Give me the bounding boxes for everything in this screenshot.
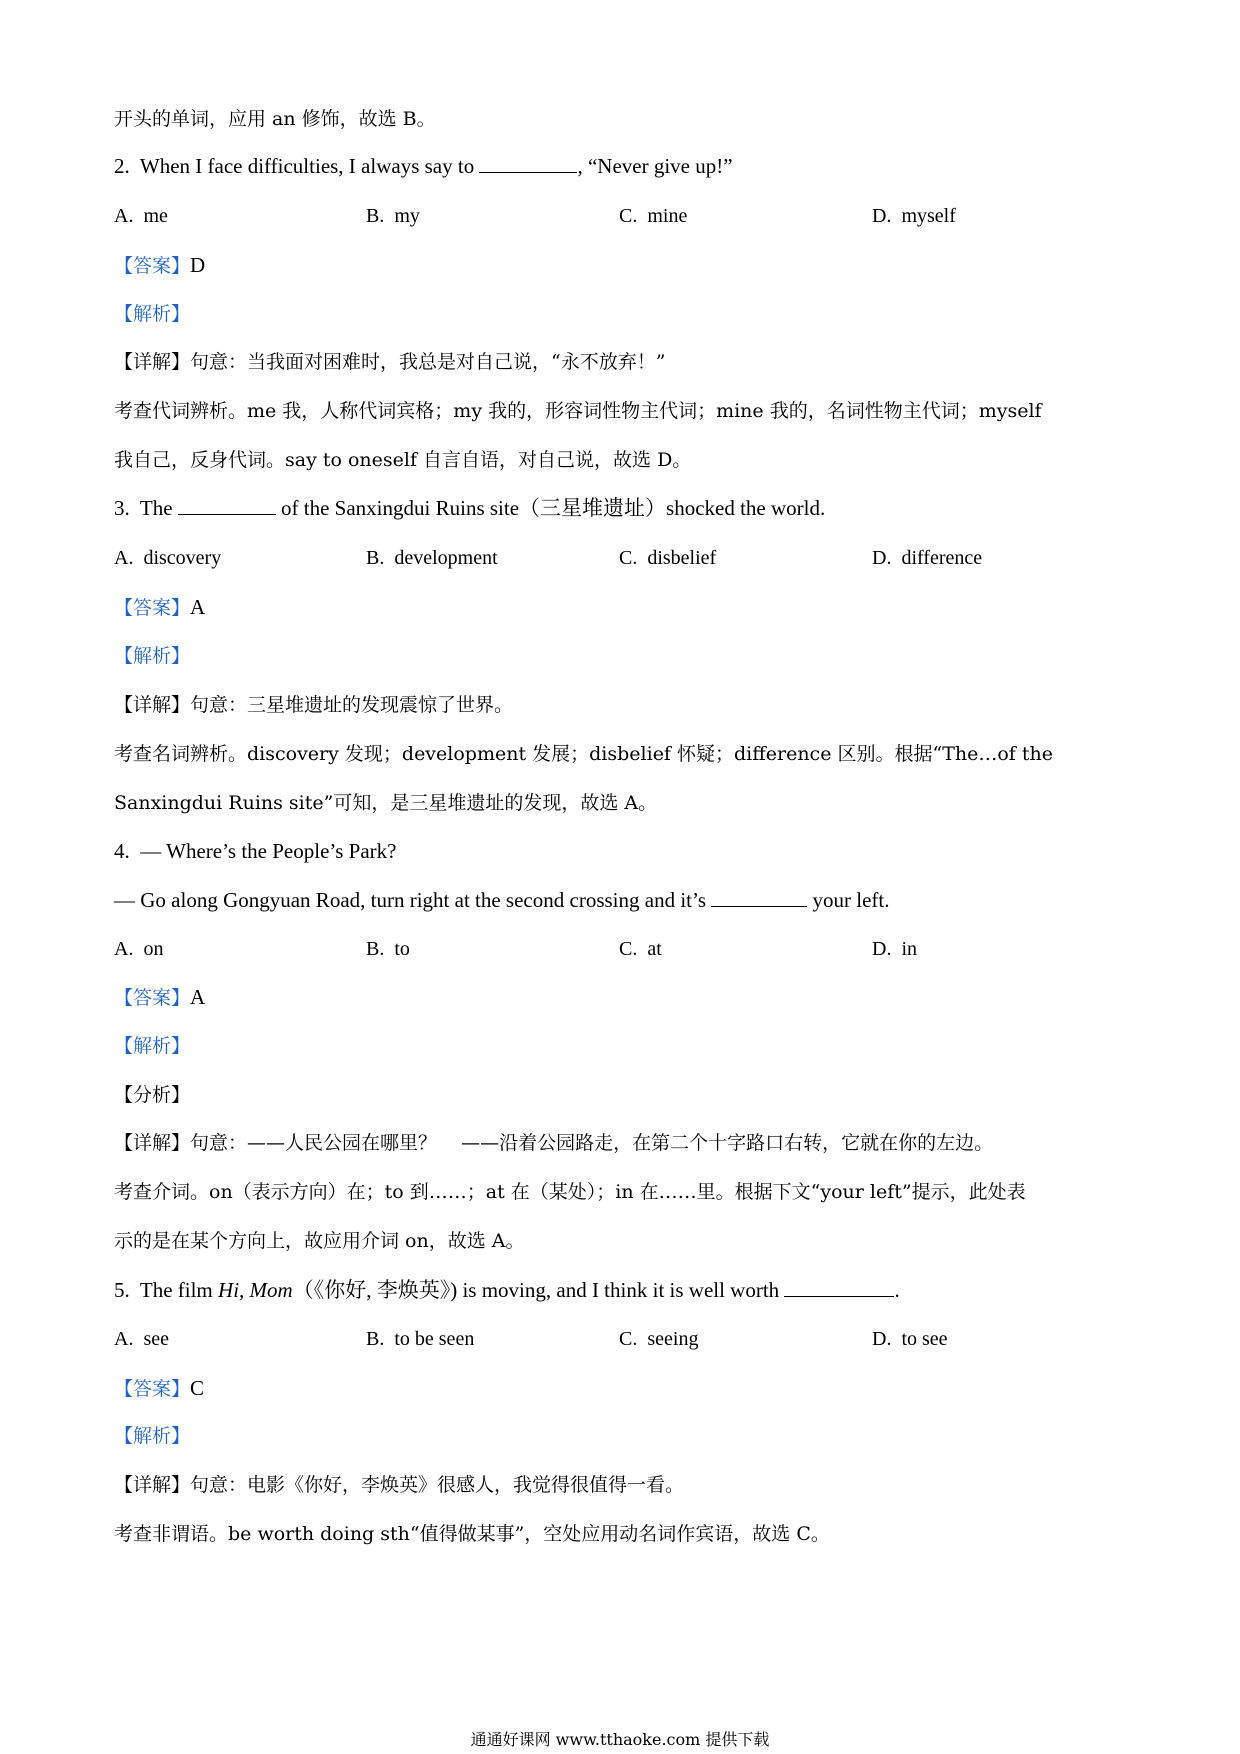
- detail-label: 【详解】: [114, 351, 191, 373]
- answer-label: 【答案】: [114, 255, 191, 277]
- option-text: my: [394, 205, 420, 227]
- option-text: see: [143, 1328, 169, 1350]
- stem-text: of the Sanxingdui Ruins site（三星堆遗址）shocked the world.: [281, 496, 826, 520]
- answer-value: A: [190, 985, 206, 1009]
- option-a: [114, 545, 221, 571]
- detail-line: [114, 349, 665, 375]
- detail-text: 句意：三星堆遗址的发现震惊了世界。: [190, 694, 514, 716]
- option-c: [619, 936, 662, 962]
- explanation-line: 示的是在某个方向上，故应用介词 on，故选 A。: [114, 1230, 525, 1252]
- option-b: [366, 1326, 474, 1352]
- stem-text: The film: [139, 1278, 213, 1302]
- analysis-label: 【解析】: [114, 645, 191, 667]
- option-text: myself: [901, 205, 956, 227]
- answer-line: [114, 594, 205, 621]
- option-c: [619, 203, 687, 229]
- explanation-line: 考查非谓语。be worth doing sth“值得做某事”，空处应用动名词作宾语，故选 C。: [114, 1523, 830, 1545]
- option-b: [366, 203, 420, 229]
- option-c: [619, 1326, 698, 1352]
- answer-blank: [711, 906, 807, 907]
- option-text: seeing: [647, 1328, 699, 1350]
- film-title: Hi, Mom: [218, 1278, 293, 1302]
- explanation-line: 我自己，反身代词。say to oneself 自言自语，对自己说，故选 D。: [114, 449, 692, 471]
- detail-label: 【详解】: [114, 1474, 191, 1496]
- detail-text: 句意：电影《你好，李焕英》很感人，我觉得很值得一看。: [190, 1474, 685, 1496]
- continuation-line: 开头的单词，应用 an 修饰，故选 B。: [114, 108, 436, 130]
- option-letter: B.: [366, 1328, 385, 1350]
- explanation-line: 考查代词辨析。me 我，人称代词宾格；my 我的，形容词性物主代词；mine 我的，名词性物主代词；myself: [114, 400, 1042, 422]
- option-b: [366, 545, 498, 571]
- option-b: [366, 936, 410, 962]
- option-text: to be seen: [394, 1328, 475, 1350]
- option-letter: A.: [114, 547, 134, 569]
- option-d: [872, 1326, 948, 1352]
- question-2-stem: [114, 153, 733, 179]
- option-letter: B.: [366, 938, 385, 960]
- option-text: to: [394, 938, 410, 960]
- option-text: difference: [901, 547, 983, 569]
- analysis-label: 【解析】: [114, 1035, 191, 1057]
- stem-text: When I face difficulties, I always say to: [139, 154, 475, 178]
- answer-blank: [178, 514, 276, 515]
- option-c: [619, 545, 716, 571]
- answer-label: 【答案】: [114, 1378, 191, 1400]
- option-letter: B.: [366, 547, 385, 569]
- detail-line: [114, 1130, 993, 1156]
- option-text: at: [647, 938, 662, 960]
- detail-label: 【详解】: [114, 1132, 191, 1154]
- answer-blank: [479, 172, 577, 173]
- question-number: 5.: [114, 1278, 130, 1302]
- answer-line: [114, 1375, 204, 1402]
- answer-value: A: [190, 595, 206, 619]
- option-letter: D.: [872, 205, 892, 227]
- download-footer: 通通好课网 www.tthaoke.com 提供下载: [470, 1730, 770, 1749]
- option-letter: C.: [619, 938, 638, 960]
- detail-line: [114, 1472, 684, 1498]
- option-text: development: [394, 547, 498, 569]
- stem-text: , “Never give up!”: [577, 154, 733, 178]
- option-letter: A.: [114, 1328, 134, 1350]
- option-text: discovery: [143, 547, 222, 569]
- option-letter: D.: [872, 1328, 892, 1350]
- option-letter: C.: [619, 205, 638, 227]
- answer-line: [114, 252, 205, 279]
- detail-line: [114, 692, 513, 718]
- question-number: 2.: [114, 154, 130, 178]
- detail-label: 【详解】: [114, 694, 191, 716]
- option-text: in: [901, 938, 918, 960]
- fenxi-label: 【分析】: [114, 1084, 191, 1106]
- question-3-stem: [114, 495, 825, 521]
- option-a: [114, 936, 163, 962]
- stem-text: — Where’s the People’s Park?: [140, 839, 397, 863]
- option-letter: D.: [872, 547, 892, 569]
- option-letter: C.: [619, 547, 638, 569]
- answer-value: C: [190, 1376, 205, 1400]
- option-a: [114, 1326, 169, 1352]
- detail-text: 句意：当我面对困难时，我总是对自己说，“永不放弃！”: [190, 351, 666, 373]
- option-letter: A.: [114, 205, 134, 227]
- detail-text: 句意：——人民公园在哪里？ ——沿着公园路走，在第二个十字路口右转，它就在你的左边。: [190, 1132, 994, 1154]
- option-d: [872, 936, 917, 962]
- answer-blank: [784, 1296, 894, 1297]
- explanation-line: 考查名词辨析。discovery 发现；development 发展；disbelief 怀疑；difference 区别。根据“The…of the: [114, 743, 1053, 765]
- explanation-line: Sanxingdui Ruins site”可知，是三星堆遗址的发现，故选 A。: [114, 792, 658, 814]
- answer-label: 【答案】: [114, 987, 191, 1009]
- stem-text: .: [894, 1278, 900, 1302]
- option-d: [872, 203, 956, 229]
- question-5-stem: 5. The film Hi, Mom（《你好, 李焕英》) is moving, and I think it is well worth .: [114, 1278, 900, 1302]
- answer-line: [114, 984, 205, 1011]
- stem-text: The: [139, 496, 173, 520]
- question-number: 4.: [114, 839, 130, 863]
- question-number: 3.: [114, 496, 130, 520]
- answer-label: 【答案】: [114, 597, 191, 619]
- stem-text: 《你好, 李焕英》) is moving, and I think it is well worth: [313, 1278, 780, 1302]
- option-text: on: [143, 938, 164, 960]
- stem-text: — Go along Gongyuan Road, turn right at the second crossing and it’s: [114, 888, 706, 912]
- option-text: me: [143, 205, 168, 227]
- explanation-line: 考查介词。on（表示方向）在；to 到……；at 在（某处）；in 在……里。根据下文“your left”提示，此处表: [114, 1181, 1026, 1203]
- option-letter: B.: [366, 205, 385, 227]
- option-letter: C.: [619, 1328, 638, 1350]
- analysis-label: 【解析】: [114, 303, 191, 325]
- option-d: [872, 545, 982, 571]
- option-a: [114, 203, 168, 229]
- question-4-stem-line2: [114, 887, 889, 913]
- option-text: disbelief: [647, 547, 717, 569]
- option-letter: A.: [114, 938, 134, 960]
- option-text: mine: [647, 205, 688, 227]
- question-4-stem: [114, 838, 396, 864]
- stem-text: your left.: [812, 888, 890, 912]
- option-letter: D.: [872, 938, 892, 960]
- analysis-label: 【解析】: [114, 1425, 191, 1447]
- option-text: to see: [901, 1328, 948, 1350]
- answer-value: D: [190, 253, 206, 277]
